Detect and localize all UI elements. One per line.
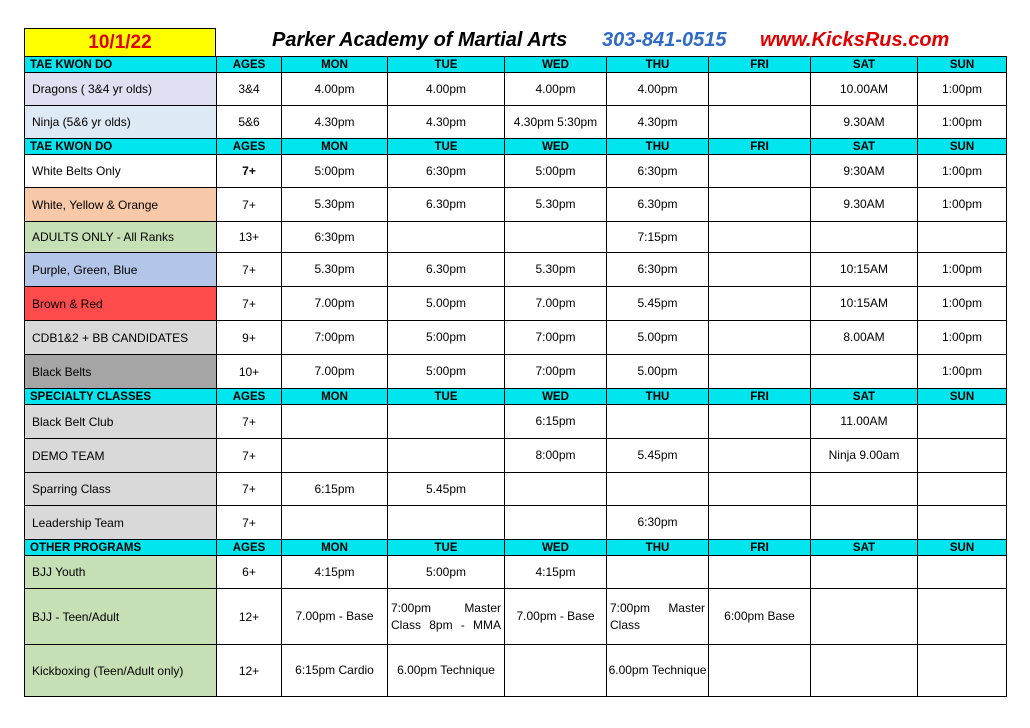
- class-time-cell: 6.00pm Technique: [607, 645, 709, 697]
- day-column-header: TUE: [388, 139, 505, 155]
- class-time-cell: [811, 473, 918, 506]
- day-column-header: SUN: [918, 139, 1007, 155]
- website-link[interactable]: www.KicksRus.com: [760, 29, 950, 51]
- class-time-cell: [918, 405, 1007, 439]
- class-time-cell: [505, 645, 607, 697]
- class-time-cell: 9:30AM: [811, 155, 918, 188]
- class-time-cell: 4:15pm: [505, 556, 607, 589]
- class-time-cell: 8:00pm: [505, 439, 607, 473]
- class-time-cell: Ninja 9.00am: [811, 439, 918, 473]
- class-time-cell: [918, 556, 1007, 589]
- class-time-cell: [505, 222, 607, 253]
- section-title: TAE KWON DO: [25, 139, 217, 155]
- class-row: [25, 253, 1007, 287]
- class-time-cell: [709, 405, 811, 439]
- day-column-header: FRI: [709, 57, 811, 73]
- class-name: Black Belt Club: [25, 405, 217, 439]
- class-time-cell: 4.00pm: [607, 73, 709, 106]
- class-time-cell: [811, 222, 918, 253]
- class-time-cell: 6:15pm: [282, 473, 388, 506]
- class-time-cell: 6:30pm: [388, 155, 505, 188]
- academy-title: Parker Academy of Martial Arts: [272, 29, 568, 51]
- class-ages: 12+: [217, 589, 282, 645]
- class-ages: 9+: [217, 321, 282, 355]
- class-time-cell: 1:00pm: [918, 355, 1007, 389]
- class-time-cell: 4:15pm: [282, 556, 388, 589]
- class-time-text: 7:00pm Master Class 8pm - MMA: [391, 600, 501, 632]
- day-column-header: MON: [282, 389, 388, 405]
- class-time-cell: [709, 155, 811, 188]
- class-time-cell: 5.30pm: [505, 188, 607, 222]
- class-ages: 7+: [217, 287, 282, 321]
- section-title: TAE KWON DO: [25, 57, 217, 73]
- class-time-cell: 7.00pm: [505, 287, 607, 321]
- class-time-cell: [709, 355, 811, 389]
- class-time-cell: [709, 439, 811, 473]
- class-time-cell: 6:30pm: [282, 222, 388, 253]
- class-time-cell: 1:00pm: [918, 287, 1007, 321]
- class-time-cell: 9.30AM: [811, 106, 918, 139]
- class-time-cell: 7.00pm - Base: [282, 589, 388, 645]
- class-time-cell: 4.00pm: [388, 73, 505, 106]
- class-time-cell: [607, 473, 709, 506]
- ages-column-header: AGES: [217, 139, 282, 155]
- class-time-cell: 5.00pm: [607, 355, 709, 389]
- class-time-cell: 5.45pm: [607, 287, 709, 321]
- class-time-cell: [388, 506, 505, 540]
- class-time-cell: [282, 439, 388, 473]
- class-time-cell: [282, 506, 388, 540]
- day-column-header: WED: [505, 389, 607, 405]
- class-name: DEMO TEAM: [25, 439, 217, 473]
- class-time-cell: [282, 405, 388, 439]
- class-time-cell: 5.30pm: [282, 253, 388, 287]
- class-time-cell: 4.30pm: [388, 106, 505, 139]
- class-time-cell: 6:30pm: [607, 253, 709, 287]
- day-column-header: SUN: [918, 389, 1007, 405]
- class-time-cell: [505, 506, 607, 540]
- day-column-header: WED: [505, 540, 607, 556]
- ages-column-header: AGES: [217, 540, 282, 556]
- class-time-cell: 5:00pm: [505, 155, 607, 188]
- class-time-cell: [709, 287, 811, 321]
- class-time-cell: 1:00pm: [918, 253, 1007, 287]
- class-time-cell: 4.00pm: [505, 73, 607, 106]
- class-time-cell: 7.00pm - Base: [505, 589, 607, 645]
- class-time-cell: [709, 222, 811, 253]
- day-column-header: SAT: [811, 389, 918, 405]
- class-time-cell: [388, 589, 505, 645]
- class-ages: 7+: [217, 473, 282, 506]
- class-time-cell: [709, 556, 811, 589]
- class-time-cell: 8.00AM: [811, 321, 918, 355]
- class-name: Kickboxing (Teen/Adult only): [25, 645, 217, 697]
- day-column-header: MON: [282, 540, 388, 556]
- section-header-row: [25, 389, 1007, 405]
- class-row: [25, 106, 1007, 139]
- class-time-cell: [811, 645, 918, 697]
- class-time-cell: 10.00AM: [811, 73, 918, 106]
- class-time-cell: [709, 645, 811, 697]
- day-column-header: FRI: [709, 389, 811, 405]
- class-time-cell: [388, 439, 505, 473]
- class-time-cell: 10:15AM: [811, 253, 918, 287]
- day-column-header: TUE: [388, 540, 505, 556]
- class-ages: 12+: [217, 645, 282, 697]
- class-time-cell: 11.00AM: [811, 405, 918, 439]
- class-time-cell: 6:30pm: [607, 506, 709, 540]
- class-time-cell: 1:00pm: [918, 188, 1007, 222]
- class-name: Ninja (5&6 yr olds): [25, 106, 217, 139]
- class-time-cell: [505, 473, 607, 506]
- class-ages: 5&6: [217, 106, 282, 139]
- class-row: [25, 155, 1007, 188]
- class-name: Brown & Red: [25, 287, 217, 321]
- day-column-header: TUE: [388, 57, 505, 73]
- class-row: [25, 556, 1007, 589]
- class-time-cell: 5.30pm: [282, 188, 388, 222]
- section-title: OTHER PROGRAMS: [25, 540, 217, 556]
- day-column-header: THU: [607, 540, 709, 556]
- class-time-cell: 6:30pm: [607, 155, 709, 188]
- class-time-cell: [709, 321, 811, 355]
- class-name: Black Belts: [25, 355, 217, 389]
- class-ages: 13+: [217, 222, 282, 253]
- class-time-cell: 1:00pm: [918, 106, 1007, 139]
- class-row: [25, 506, 1007, 540]
- class-time-cell: 5.45pm: [607, 439, 709, 473]
- phone-number[interactable]: 303-841-0515: [602, 29, 727, 51]
- class-ages: 3&4: [217, 73, 282, 106]
- class-time-cell: 4.30pm 5:30pm: [505, 106, 607, 139]
- class-ages: 7+: [217, 188, 282, 222]
- class-time-cell: [918, 222, 1007, 253]
- class-time-text: 7:00pm Master Class: [610, 600, 705, 632]
- class-time-cell: [918, 506, 1007, 540]
- class-row: [25, 439, 1007, 473]
- day-column-header: THU: [607, 57, 709, 73]
- class-time-cell: 4.30pm: [607, 106, 709, 139]
- day-column-header: MON: [282, 139, 388, 155]
- class-time-cell: 7.00pm: [282, 355, 388, 389]
- class-row: [25, 287, 1007, 321]
- class-time-cell: 6:15pm Cardio: [282, 645, 388, 697]
- class-time-cell: 6.30pm: [388, 253, 505, 287]
- class-time-cell: [709, 473, 811, 506]
- class-time-cell: [709, 73, 811, 106]
- class-time-cell: 10:15AM: [811, 287, 918, 321]
- class-time-cell: 7:00pm: [282, 321, 388, 355]
- class-time-cell: 1:00pm: [918, 321, 1007, 355]
- class-time-cell: 7.00pm: [282, 287, 388, 321]
- day-column-header: WED: [505, 57, 607, 73]
- class-name: Purple, Green, Blue: [25, 253, 217, 287]
- ages-column-header: AGES: [217, 389, 282, 405]
- section-header-row: [25, 139, 1007, 155]
- class-row: [25, 321, 1007, 355]
- class-name: White Belts Only: [25, 155, 217, 188]
- day-column-header: SUN: [918, 57, 1007, 73]
- class-row: [25, 589, 1007, 645]
- section-title: SPECIALTY CLASSES: [25, 389, 217, 405]
- ages-column-header: AGES: [217, 57, 282, 73]
- class-time-cell: 5.00pm: [607, 321, 709, 355]
- class-ages: 7+: [217, 405, 282, 439]
- class-time-cell: 5:00pm: [388, 556, 505, 589]
- class-row: [25, 405, 1007, 439]
- class-time-cell: 7:00pm: [505, 321, 607, 355]
- class-time-cell: [918, 473, 1007, 506]
- class-time-cell: 6:00pm Base: [709, 589, 811, 645]
- class-ages: 7+: [217, 506, 282, 540]
- day-column-header: FRI: [709, 540, 811, 556]
- class-time-cell: [388, 405, 505, 439]
- class-time-cell: [709, 506, 811, 540]
- class-time-cell: [918, 589, 1007, 645]
- class-time-cell: 5:00pm: [388, 355, 505, 389]
- class-time-cell: 1:00pm: [918, 73, 1007, 106]
- class-time-cell: [811, 506, 918, 540]
- class-schedule-table: [24, 56, 1007, 697]
- day-column-header: TUE: [388, 389, 505, 405]
- class-time-cell: [918, 645, 1007, 697]
- class-time-cell: [607, 405, 709, 439]
- schedule-date: 10/1/22: [24, 28, 216, 56]
- class-time-cell: [709, 188, 811, 222]
- class-name: BJJ Youth: [25, 556, 217, 589]
- class-time-cell: [811, 589, 918, 645]
- class-time-cell: 6.30pm: [607, 188, 709, 222]
- day-column-header: MON: [282, 57, 388, 73]
- class-time-cell: 5.00pm: [388, 287, 505, 321]
- day-column-header: SAT: [811, 139, 918, 155]
- class-time-cell: [709, 106, 811, 139]
- class-time-cell: 4.30pm: [282, 106, 388, 139]
- class-row: [25, 188, 1007, 222]
- section-header-row: [25, 57, 1007, 73]
- class-time-cell: 1:00pm: [918, 155, 1007, 188]
- class-name: Sparring Class: [25, 473, 217, 506]
- day-column-header: SAT: [811, 57, 918, 73]
- day-column-header: WED: [505, 139, 607, 155]
- class-name: ADULTS ONLY - All Ranks: [25, 222, 217, 253]
- class-time-cell: 7:00pm: [505, 355, 607, 389]
- class-time-cell: 7:15pm: [607, 222, 709, 253]
- class-name: Dragons ( 3&4 yr olds): [25, 73, 217, 106]
- class-time-cell: [607, 589, 709, 645]
- class-ages: 10+: [217, 355, 282, 389]
- class-time-cell: 6:15pm: [505, 405, 607, 439]
- class-time-cell: 9.30AM: [811, 188, 918, 222]
- schedule-header: [0, 0, 1030, 56]
- day-column-header: FRI: [709, 139, 811, 155]
- class-row: [25, 645, 1007, 697]
- class-time-cell: [918, 439, 1007, 473]
- class-row: [25, 73, 1007, 106]
- class-time-cell: [388, 222, 505, 253]
- class-time-cell: 5:00pm: [388, 321, 505, 355]
- class-time-cell: 6.00pm Technique: [388, 645, 505, 697]
- class-time-cell: [811, 556, 918, 589]
- class-time-cell: [811, 355, 918, 389]
- class-time-cell: [709, 253, 811, 287]
- day-column-header: SUN: [918, 540, 1007, 556]
- class-name: Leadership Team: [25, 506, 217, 540]
- class-time-cell: 6.30pm: [388, 188, 505, 222]
- class-time-cell: 5.45pm: [388, 473, 505, 506]
- class-time-cell: [607, 556, 709, 589]
- class-ages: 7+: [217, 253, 282, 287]
- day-column-header: THU: [607, 389, 709, 405]
- class-row: [25, 355, 1007, 389]
- class-time-cell: 4.00pm: [282, 73, 388, 106]
- class-ages: 6+: [217, 556, 282, 589]
- section-header-row: [25, 540, 1007, 556]
- class-row: [25, 222, 1007, 253]
- class-ages: 7+: [217, 439, 282, 473]
- class-row: [25, 473, 1007, 506]
- day-column-header: THU: [607, 139, 709, 155]
- class-time-cell: 5.30pm: [505, 253, 607, 287]
- class-ages: 7+: [217, 155, 282, 188]
- class-name: White, Yellow & Orange: [25, 188, 217, 222]
- class-time-cell: 5:00pm: [282, 155, 388, 188]
- class-name: CDB1&2 + BB CANDIDATES: [25, 321, 217, 355]
- class-name: BJJ - Teen/Adult: [25, 589, 217, 645]
- day-column-header: SAT: [811, 540, 918, 556]
